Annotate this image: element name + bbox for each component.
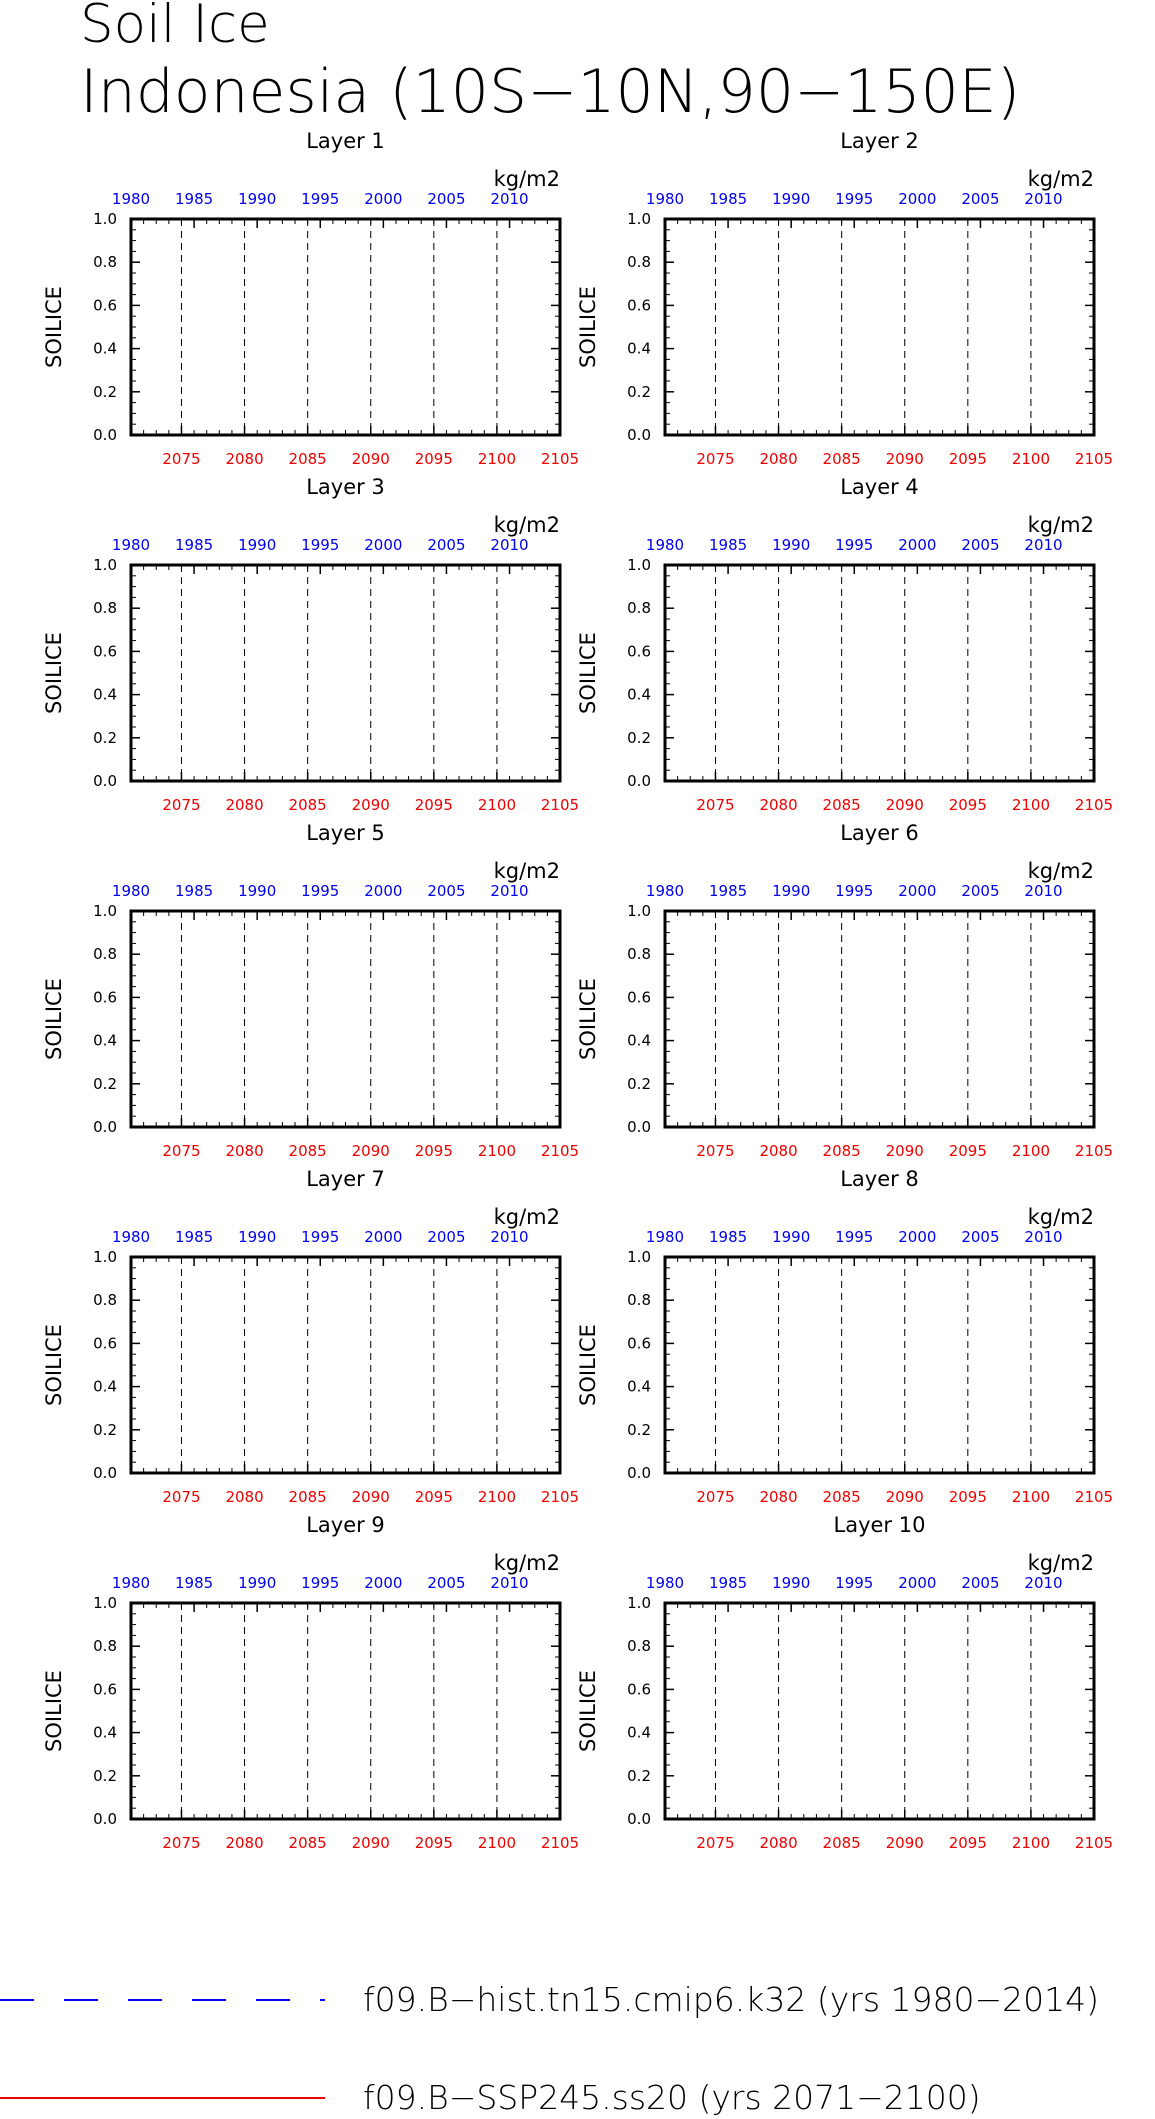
x-top-tick-label: 1980: [645, 190, 685, 208]
x-top-tick-label: 1985: [708, 190, 748, 208]
x-top-tick-label: 1980: [111, 190, 151, 208]
x-bottom-tick-label: 2090: [351, 1834, 390, 1852]
plot-frame: [665, 1603, 1094, 1819]
y-tick-label: 0.8: [627, 945, 651, 964]
y-tick-label: 0.0: [627, 426, 651, 444]
y-tick-label: 0.2: [93, 1420, 117, 1439]
x-top-tick-label: 1990: [772, 1228, 811, 1246]
y-tick-label: 0.2: [93, 382, 117, 401]
x-top-tick-label: 1995: [835, 1228, 874, 1246]
y-tick-label: 0.0: [93, 772, 117, 790]
x-top-tick-label: 2000: [898, 536, 937, 554]
x-bottom-tick-label: 2100: [477, 450, 517, 468]
units-label: kg/m2: [493, 513, 560, 537]
x-bottom-tick-label: 2075: [696, 796, 735, 814]
x-top-tick-label: 2010: [490, 882, 529, 900]
x-bottom-tick-label: 2095: [948, 1488, 987, 1506]
y-tick-label: 0.0: [93, 1810, 117, 1828]
chart-panel-3: [42, 475, 579, 814]
x-bottom-tick-label: 2080: [759, 450, 798, 468]
y-tick-label: 0.4: [627, 685, 651, 704]
y-tick-label: 0.0: [93, 1118, 117, 1136]
chart-panel-4: [576, 475, 1113, 814]
y-axis-label: SOILICE: [42, 1670, 66, 1752]
x-bottom-tick-label: 2075: [696, 450, 735, 468]
x-top-tick-label: 2010: [1024, 190, 1063, 208]
x-top-tick-label: 1995: [835, 190, 874, 208]
x-bottom-tick-label: 2095: [414, 796, 453, 814]
x-bottom-tick-label: 2075: [696, 1488, 735, 1506]
x-bottom-tick-label: 2095: [948, 796, 987, 814]
y-axis-label: SOILICE: [576, 978, 600, 1060]
units-label: kg/m2: [493, 1551, 560, 1575]
x-top-tick-label: 1990: [238, 190, 277, 208]
x-top-tick-label: 1980: [111, 536, 151, 554]
y-tick-label: 0.4: [627, 1377, 651, 1396]
plot-frame: [131, 565, 560, 781]
x-bottom-tick-label: 2095: [414, 1142, 453, 1160]
x-bottom-tick-label: 2075: [696, 1834, 735, 1852]
x-top-tick-label: 1980: [645, 1574, 685, 1592]
chart-panel-7: [42, 1167, 579, 1506]
x-bottom-tick-label: 2105: [1074, 450, 1114, 468]
chart-panel-5: [42, 821, 579, 1160]
figure-title-line-1: Soil Ice: [80, 0, 270, 55]
x-top-tick-label: 1990: [772, 190, 811, 208]
x-top-tick-label: 1995: [835, 1574, 874, 1592]
plot-frame: [665, 219, 1094, 435]
x-bottom-tick-label: 2085: [288, 796, 327, 814]
x-top-tick-label: 1980: [645, 1228, 685, 1246]
x-top-tick-label: 2005: [961, 882, 1000, 900]
y-tick-label: 0.8: [93, 1291, 117, 1310]
x-top-tick-label: 2000: [898, 882, 937, 900]
x-top-tick-label: 1990: [238, 536, 277, 554]
y-tick-label: 0.2: [627, 1766, 651, 1785]
y-axis-label: SOILICE: [576, 1324, 600, 1406]
y-tick-label: 0.8: [93, 945, 117, 964]
plot-frame: [131, 1257, 560, 1473]
x-bottom-tick-label: 2105: [1074, 1834, 1114, 1852]
y-tick-label: 0.6: [93, 1334, 117, 1353]
x-bottom-tick-label: 2095: [948, 1834, 987, 1852]
x-bottom-tick-label: 2100: [477, 1488, 517, 1506]
x-bottom-tick-label: 2085: [288, 1142, 327, 1160]
y-axis-label: SOILICE: [42, 978, 66, 1060]
x-bottom-tick-label: 2085: [822, 450, 861, 468]
x-top-tick-label: 1980: [645, 882, 685, 900]
y-tick-label: 1.0: [627, 210, 651, 228]
y-tick-label: 1.0: [627, 1594, 651, 1612]
figure-title-line-2: Indonesia (10S−10N,90−150E): [80, 57, 1021, 127]
x-bottom-tick-label: 2075: [162, 1488, 201, 1506]
x-bottom-tick-label: 2080: [759, 1488, 798, 1506]
x-top-tick-label: 2010: [490, 1228, 529, 1246]
x-bottom-tick-label: 2085: [288, 1488, 327, 1506]
x-top-tick-label: 1985: [174, 536, 214, 554]
y-tick-label: 0.4: [93, 1031, 117, 1050]
x-top-tick-label: 1990: [772, 1574, 811, 1592]
x-bottom-tick-label: 2075: [162, 1834, 201, 1852]
y-tick-label: 0.6: [627, 296, 651, 315]
x-bottom-tick-label: 2105: [540, 796, 580, 814]
x-bottom-tick-label: 2105: [1074, 1142, 1114, 1160]
units-label: kg/m2: [493, 859, 560, 883]
y-tick-label: 1.0: [93, 1594, 117, 1612]
x-bottom-tick-label: 2100: [1011, 1488, 1051, 1506]
x-top-tick-label: 1990: [772, 882, 811, 900]
x-bottom-tick-label: 2105: [540, 450, 580, 468]
x-top-tick-label: 1990: [772, 536, 811, 554]
y-tick-label: 0.0: [93, 1464, 117, 1482]
x-top-tick-label: 1995: [835, 536, 874, 554]
x-bottom-tick-label: 2080: [759, 796, 798, 814]
x-bottom-tick-label: 2085: [822, 1142, 861, 1160]
y-tick-label: 1.0: [93, 1248, 117, 1266]
panel-title: Layer 2: [840, 129, 919, 153]
x-top-tick-label: 2005: [427, 1574, 466, 1592]
x-bottom-tick-label: 2075: [162, 796, 201, 814]
y-tick-label: 0.8: [627, 1291, 651, 1310]
y-tick-label: 0.2: [93, 728, 117, 747]
plot-frame: [665, 911, 1094, 1127]
x-bottom-tick-label: 2105: [540, 1142, 580, 1160]
x-bottom-tick-label: 2100: [1011, 1834, 1051, 1852]
x-top-tick-label: 1985: [174, 882, 214, 900]
x-bottom-tick-label: 2090: [351, 450, 390, 468]
plot-frame: [131, 219, 560, 435]
y-tick-label: 0.0: [627, 772, 651, 790]
panel-title: Layer 3: [306, 475, 385, 499]
y-tick-label: 0.6: [627, 988, 651, 1007]
y-tick-label: 0.0: [627, 1464, 651, 1482]
panel-title: Layer 4: [840, 475, 919, 499]
x-top-tick-label: 1985: [708, 882, 748, 900]
x-top-tick-label: 1995: [301, 190, 340, 208]
x-bottom-tick-label: 2100: [1011, 796, 1051, 814]
x-top-tick-label: 2000: [364, 1228, 403, 1246]
panel-grid: [42, 129, 1113, 1852]
y-tick-label: 0.2: [627, 1074, 651, 1093]
x-bottom-tick-label: 2105: [540, 1488, 580, 1506]
x-bottom-tick-label: 2090: [351, 1142, 390, 1160]
x-top-tick-label: 2010: [1024, 1228, 1063, 1246]
chart-panel-8: [576, 1167, 1113, 1506]
units-label: kg/m2: [493, 167, 560, 191]
x-top-tick-label: 1985: [174, 1574, 214, 1592]
x-top-tick-label: 2005: [427, 536, 466, 554]
x-top-tick-label: 2005: [427, 882, 466, 900]
y-tick-label: 0.6: [93, 642, 117, 661]
x-bottom-tick-label: 2075: [162, 450, 201, 468]
plot-frame: [665, 565, 1094, 781]
y-tick-label: 0.0: [93, 426, 117, 444]
x-top-tick-label: 2010: [490, 190, 529, 208]
chart-panel-10: [576, 1513, 1113, 1852]
y-tick-label: 1.0: [93, 902, 117, 920]
plot-frame: [131, 1603, 560, 1819]
y-tick-label: 0.2: [627, 382, 651, 401]
x-top-tick-label: 2005: [427, 1228, 466, 1246]
legend-label-historical: f09.B−hist.tn15.cmip6.k32 (yrs 1980−2014): [363, 1980, 1100, 2019]
x-bottom-tick-label: 2095: [414, 1834, 453, 1852]
y-tick-label: 0.4: [627, 1723, 651, 1742]
x-bottom-tick-label: 2090: [885, 1834, 924, 1852]
y-tick-label: 0.4: [93, 1723, 117, 1742]
y-tick-label: 0.6: [627, 642, 651, 661]
x-bottom-tick-label: 2090: [885, 1488, 924, 1506]
y-tick-label: 0.4: [93, 685, 117, 704]
x-bottom-tick-label: 2095: [948, 1142, 987, 1160]
y-tick-label: 0.2: [93, 1074, 117, 1093]
x-bottom-tick-label: 2095: [414, 1488, 453, 1506]
x-bottom-tick-label: 2100: [477, 1142, 517, 1160]
x-bottom-tick-label: 2075: [696, 1142, 735, 1160]
panel-title: Layer 9: [306, 1513, 385, 1537]
y-tick-label: 0.6: [627, 1334, 651, 1353]
y-tick-label: 0.8: [93, 1637, 117, 1656]
x-top-tick-label: 2005: [961, 536, 1000, 554]
y-tick-label: 0.4: [93, 339, 117, 358]
y-axis-label: SOILICE: [42, 632, 66, 714]
x-bottom-tick-label: 2090: [885, 450, 924, 468]
y-tick-label: 0.8: [93, 599, 117, 618]
x-top-tick-label: 2005: [961, 1228, 1000, 1246]
x-top-tick-label: 2005: [427, 190, 466, 208]
panel-title: Layer 8: [840, 1167, 919, 1191]
x-bottom-tick-label: 2090: [885, 1142, 924, 1160]
y-tick-label: 0.4: [627, 339, 651, 358]
units-label: kg/m2: [1027, 513, 1094, 537]
x-top-tick-label: 2010: [1024, 1574, 1063, 1592]
x-bottom-tick-label: 2080: [225, 450, 264, 468]
x-top-tick-label: 1995: [301, 1228, 340, 1246]
y-tick-label: 1.0: [93, 556, 117, 574]
panel-title: Layer 6: [840, 821, 919, 845]
y-tick-label: 0.8: [93, 253, 117, 272]
x-top-tick-label: 2000: [364, 190, 403, 208]
x-bottom-tick-label: 2100: [477, 796, 517, 814]
y-tick-label: 0.6: [627, 1680, 651, 1699]
x-top-tick-label: 2000: [898, 1228, 937, 1246]
x-bottom-tick-label: 2085: [822, 796, 861, 814]
panel-title: Layer 7: [306, 1167, 385, 1191]
x-bottom-tick-label: 2100: [1011, 1142, 1051, 1160]
x-bottom-tick-label: 2090: [885, 796, 924, 814]
y-axis-label: SOILICE: [576, 632, 600, 714]
x-top-tick-label: 2000: [898, 190, 937, 208]
x-bottom-tick-label: 2090: [351, 796, 390, 814]
x-top-tick-label: 1995: [301, 536, 340, 554]
x-top-tick-label: 1985: [708, 536, 748, 554]
x-top-tick-label: 1995: [301, 1574, 340, 1592]
y-tick-label: 0.6: [93, 988, 117, 1007]
panel-title: Layer 10: [833, 1513, 926, 1537]
panel-title: Layer 5: [306, 821, 385, 845]
x-bottom-tick-label: 2085: [822, 1834, 861, 1852]
x-top-tick-label: 1985: [174, 190, 214, 208]
x-bottom-tick-label: 2080: [225, 1488, 264, 1506]
y-tick-label: 0.2: [93, 1766, 117, 1785]
x-bottom-tick-label: 2085: [822, 1488, 861, 1506]
panel-title: Layer 1: [306, 129, 385, 153]
y-tick-label: 0.8: [627, 599, 651, 618]
y-tick-label: 1.0: [627, 902, 651, 920]
x-top-tick-label: 2010: [490, 1574, 529, 1592]
x-bottom-tick-label: 2105: [1074, 796, 1114, 814]
units-label: kg/m2: [493, 1205, 560, 1229]
units-label: kg/m2: [1027, 1551, 1094, 1575]
x-top-tick-label: 1980: [111, 1574, 151, 1592]
y-tick-label: 0.0: [627, 1118, 651, 1136]
x-top-tick-label: 1985: [174, 1228, 214, 1246]
x-bottom-tick-label: 2080: [225, 1142, 264, 1160]
y-tick-label: 0.0: [627, 1810, 651, 1828]
x-top-tick-label: 1985: [708, 1574, 748, 1592]
x-bottom-tick-label: 2080: [759, 1142, 798, 1160]
x-top-tick-label: 1995: [301, 882, 340, 900]
units-label: kg/m2: [1027, 859, 1094, 883]
x-bottom-tick-label: 2085: [288, 450, 327, 468]
y-tick-label: 0.6: [93, 1680, 117, 1699]
y-axis-label: SOILICE: [576, 286, 600, 368]
x-top-tick-label: 2000: [364, 536, 403, 554]
y-tick-label: 1.0: [627, 1248, 651, 1266]
legend: [0, 1980, 1099, 2117]
y-tick-label: 0.4: [93, 1377, 117, 1396]
x-top-tick-label: 1980: [645, 536, 685, 554]
units-label: kg/m2: [1027, 1205, 1094, 1229]
x-bottom-tick-label: 2080: [759, 1834, 798, 1852]
chart-panel-9: [42, 1513, 579, 1852]
y-tick-label: 1.0: [93, 210, 117, 228]
x-bottom-tick-label: 2105: [540, 1834, 580, 1852]
x-top-tick-label: 1990: [238, 1574, 277, 1592]
x-top-tick-label: 1990: [238, 1228, 277, 1246]
y-tick-label: 0.2: [627, 1420, 651, 1439]
x-bottom-tick-label: 2100: [477, 1834, 517, 1852]
x-bottom-tick-label: 2085: [288, 1834, 327, 1852]
x-bottom-tick-label: 2105: [1074, 1488, 1114, 1506]
y-tick-label: 1.0: [627, 556, 651, 574]
x-bottom-tick-label: 2100: [1011, 450, 1051, 468]
x-bottom-tick-label: 2095: [948, 450, 987, 468]
y-axis-label: SOILICE: [42, 286, 66, 368]
x-bottom-tick-label: 2095: [414, 450, 453, 468]
chart-panel-6: [576, 821, 1113, 1160]
x-top-tick-label: 1995: [835, 882, 874, 900]
chart-panel-1: [42, 129, 579, 468]
x-top-tick-label: 1990: [238, 882, 277, 900]
x-top-tick-label: 2010: [1024, 882, 1063, 900]
x-bottom-tick-label: 2075: [162, 1142, 201, 1160]
x-top-tick-label: 2010: [490, 536, 529, 554]
x-top-tick-label: 1980: [111, 1228, 151, 1246]
units-label: kg/m2: [1027, 167, 1094, 191]
plot-frame: [665, 1257, 1094, 1473]
y-tick-label: 0.8: [627, 1637, 651, 1656]
plot-frame: [131, 911, 560, 1127]
y-tick-label: 0.8: [627, 253, 651, 272]
y-tick-label: 0.6: [93, 296, 117, 315]
x-bottom-tick-label: 2080: [225, 1834, 264, 1852]
chart-panel-2: [576, 129, 1113, 468]
x-bottom-tick-label: 2090: [351, 1488, 390, 1506]
x-top-tick-label: 2010: [1024, 536, 1063, 554]
x-top-tick-label: 2000: [898, 1574, 937, 1592]
x-top-tick-label: 1980: [111, 882, 151, 900]
x-top-tick-label: 1985: [708, 1228, 748, 1246]
x-top-tick-label: 2000: [364, 1574, 403, 1592]
legend-label-future: f09.B−SSP245.ss20 (yrs 2071−2100): [363, 2078, 981, 2117]
y-tick-label: 0.2: [627, 728, 651, 747]
x-top-tick-label: 2000: [364, 882, 403, 900]
y-tick-label: 0.4: [627, 1031, 651, 1050]
x-bottom-tick-label: 2080: [225, 796, 264, 814]
y-axis-label: SOILICE: [576, 1670, 600, 1752]
x-top-tick-label: 2005: [961, 190, 1000, 208]
y-axis-label: SOILICE: [42, 1324, 66, 1406]
x-top-tick-label: 2005: [961, 1574, 1000, 1592]
